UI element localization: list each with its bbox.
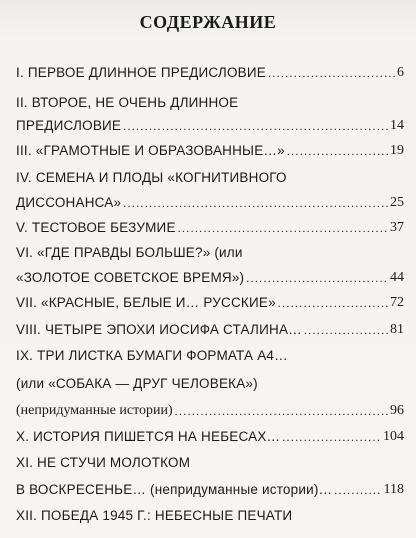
toc-entry xyxy=(16,503,404,525)
toc-entry-title: V. ТЕСТОВОЕ БЕЗУМИЕ xyxy=(16,220,176,235)
toc-entry-title: (непридуманные истории) xyxy=(16,403,173,418)
toc-entry xyxy=(16,398,404,420)
toc-entry-title: III. «ГРАМОТНЫЕ И ОБРАЗОВАННЫЕ…» xyxy=(16,143,285,158)
toc-entry xyxy=(16,113,404,135)
toc-page-number: 81 xyxy=(390,322,404,337)
toc-entry-title: XII. ПОБЕДА 1945 Г.: НЕБЕСНЫЕ ПЕЧАТИ xyxy=(16,508,293,523)
toc-entry xyxy=(16,138,404,160)
toc-entry-title: (или «СОБАКА — ДРУГ ЧЕЛОВЕКА») xyxy=(16,376,258,391)
toc-leader-dots xyxy=(178,219,388,237)
toc-entry-title: X. ИСТОРИЯ ПИШЕТСЯ НА НЕБЕСАХ… xyxy=(16,429,281,444)
toc-entry xyxy=(16,477,404,499)
toc-page-number: 72 xyxy=(390,295,404,310)
toc-leader-dots xyxy=(282,428,381,446)
toc-page-number: 25 xyxy=(390,195,404,210)
toc-entry xyxy=(16,265,404,287)
toc-entry xyxy=(16,317,404,339)
toc-entry xyxy=(16,424,404,446)
toc-entry xyxy=(16,165,404,187)
toc-page-number: 14 xyxy=(390,118,404,133)
toc-leader-dots xyxy=(123,117,388,135)
toc-entry-title: ПРЕДИСЛОВИЕ xyxy=(16,118,122,133)
toc-entry-title: II. ВТОРОЕ, НЕ ОЧЕНЬ ДЛИННОЕ xyxy=(16,95,239,110)
toc-entry-title: VIII. ЧЕТЫРЕ ЭПОХИ ИОСИФА СТАЛИНА… xyxy=(16,322,302,337)
toc-page-number: 44 xyxy=(390,270,404,285)
toc-entry xyxy=(16,190,404,212)
toc-leader-dots xyxy=(268,64,395,82)
page-title: СОДЕРЖАНИЕ xyxy=(139,12,277,32)
toc-entry-title: «ЗОЛОТОЕ СОВЕТСКОЕ ВРЕМЯ») xyxy=(16,270,245,285)
toc-entry-title: XI. НЕ СТУЧИ МОЛОТКОМ xyxy=(16,455,191,470)
toc-entry-title: ДИССОНАНСА» xyxy=(16,195,122,210)
toc-entry xyxy=(16,240,404,262)
toc-entry xyxy=(16,215,404,237)
toc-entry xyxy=(16,60,404,82)
toc-entry-title: VII. «КРАСНЫЕ, БЕЛЫЕ И… РУССКИЕ» xyxy=(16,295,276,310)
toc-leader-dots xyxy=(175,402,388,420)
toc-leader-dots xyxy=(287,142,388,160)
toc-entry xyxy=(16,343,404,365)
toc-leader-dots xyxy=(123,194,388,212)
toc-page-number: 118 xyxy=(383,482,404,497)
toc-entry xyxy=(16,290,404,312)
toc-entry xyxy=(16,90,404,112)
toc-page-number: 96 xyxy=(390,403,404,418)
toc-entry xyxy=(16,450,404,472)
toc-leader-dots xyxy=(304,321,388,339)
toc-leader-dots xyxy=(334,481,381,499)
toc-entry-title: IX. ТРИ ЛИСТКА БУМАГИ ФОРМАТА А4… xyxy=(16,348,288,363)
toc-entry-title: I. ПЕРВОЕ ДЛИННОЕ ПРЕДИСЛОВИЕ xyxy=(16,65,266,80)
toc-leader-dots xyxy=(246,269,388,287)
toc-page-number: 104 xyxy=(383,429,404,444)
toc-entry xyxy=(16,371,404,393)
toc-page-number: 37 xyxy=(390,220,404,235)
toc-page-number: 6 xyxy=(397,65,404,80)
toc-entry-title: IV. СЕМЕНА И ПЛОДЫ «КОГНИТИВНОГО xyxy=(16,170,287,185)
toc-leader-dots xyxy=(278,294,388,312)
toc-entry-title: В ВОСКРЕСЕНЬЕ… (непридуманные истории)… xyxy=(16,482,333,497)
toc-page-number: 19 xyxy=(390,143,404,158)
toc-entry-title: VI. «ГДЕ ПРАВДЫ БОЛЬШЕ?» (или xyxy=(16,245,243,260)
